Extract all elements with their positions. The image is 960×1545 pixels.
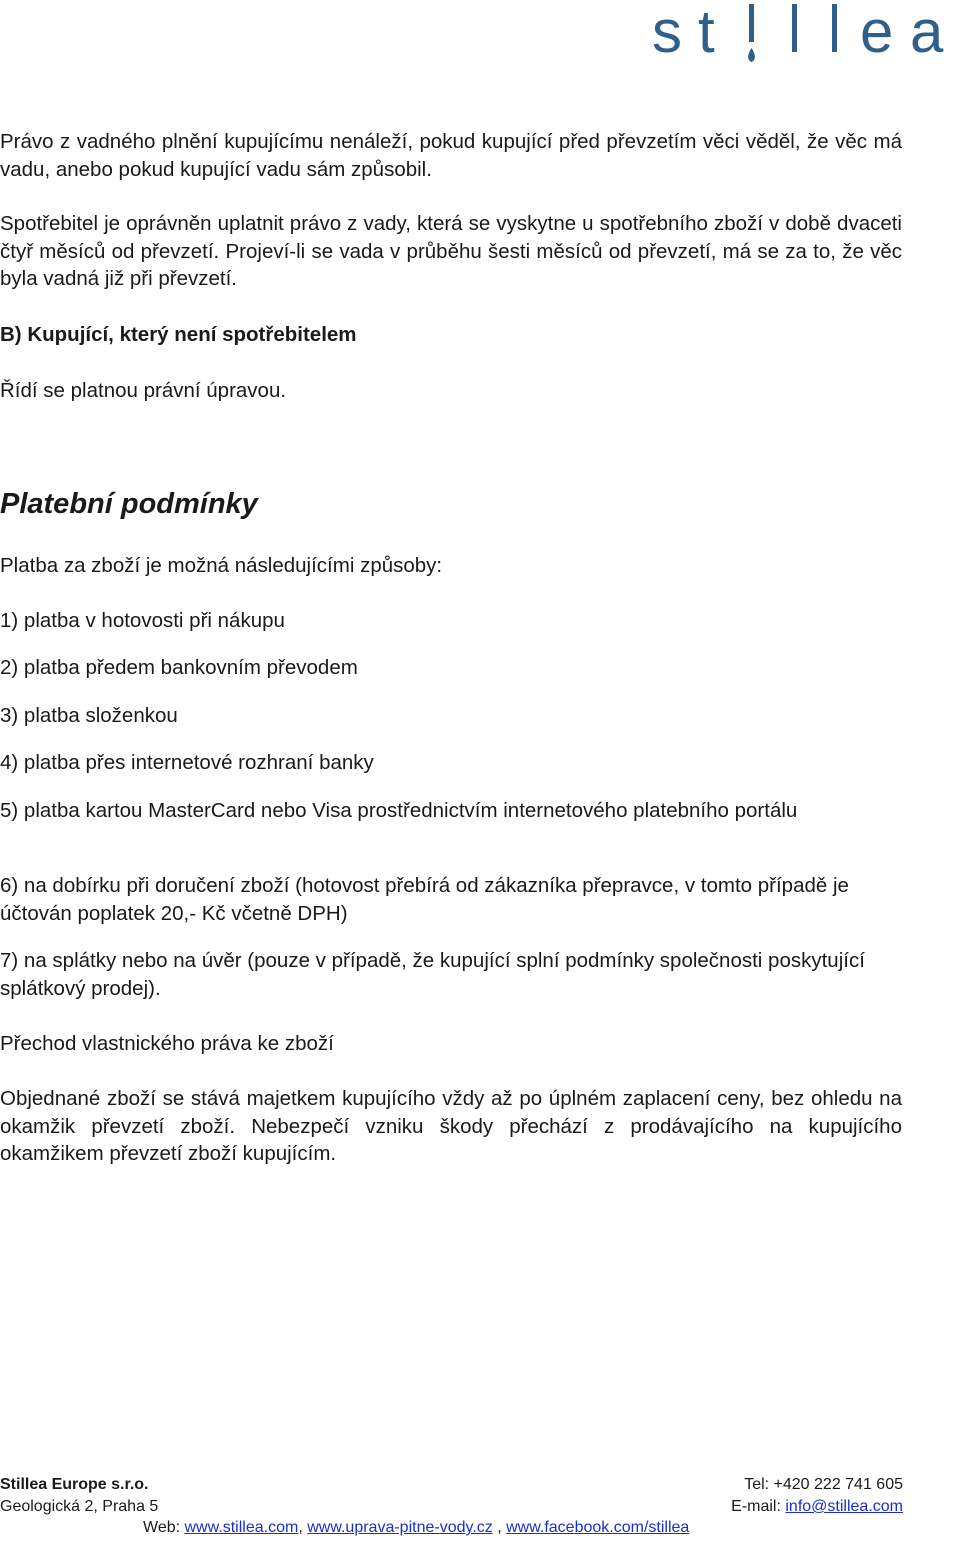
paragraph-pravni-uprava: Řídí se platnou právní úpravou. [0, 379, 287, 402]
logo-wordmark: s [652, 0, 682, 65]
email-link[interactable]: info@stillea.com [785, 1498, 903, 1515]
footer-email [731, 1497, 903, 1517]
paragraph-vadne-plneni: Právo z vadného plnění kupujícímu nenáleží, pokud kupující před převzetím věci věděl, že věc má vadu, anebo pokud kupující vadu sám způsobil. [0, 130, 902, 181]
footer-tel: Tel: +420 222 741 605 [744, 1476, 903, 1493]
stillea-logo [652, 0, 952, 68]
payment-intro: Platba za zboží je možná následujícími způsoby: [0, 554, 443, 577]
footer-company: Stillea Europe s.r.o. [0, 1476, 149, 1493]
list-item: 5) platba kartou MasterCard nebo Visa prostřednictvím internetového platebního portálu [0, 799, 798, 822]
ownership-heading: Přechod vlastnického práva ke zboží [0, 1032, 334, 1055]
footer-web [143, 1518, 689, 1538]
footer-separator: , [492, 1519, 507, 1536]
footer-email-label: E-mail: [731, 1498, 786, 1515]
section-heading-platebni-podminky: Platební podmínky [0, 488, 258, 520]
footer-separator: , [298, 1519, 308, 1536]
web-link-stillea[interactable]: www.stillea.com [184, 1519, 299, 1536]
subheading-kupujici: B) Kupující, který není spotřebitelem [0, 323, 357, 346]
list-item: 4) platba přes internetové rozhraní banky [0, 751, 374, 774]
web-link-facebook[interactable]: www.facebook.com/stillea [506, 1519, 690, 1536]
logo-drop-stem [749, 4, 754, 42]
footer-web-label: Web: [143, 1519, 185, 1536]
list-item: 6) na dobírku při doručení zboží (hotovost přebírá od zákazníka přepravce, v tomto případě je účtován poplatek 20,- Kč včetně DPH) [0, 874, 849, 925]
ownership-paragraph: Objednané zboží se stává majetkem kupujícího vždy až po úplném zaplacení ceny, bez ohledu na okamžik převzetí zboží. Nebezpečí vzniku škody přechází z prodávajícího na kupujícího okamžikem převzetí zboží kupujícím. [0, 1087, 902, 1165]
water-drop-icon [748, 48, 755, 62]
list-item: 7) na splátky nebo na úvěr (pouze v případě, že kupující splní podmínky společnosti poskytující splátkový prodej). [0, 949, 865, 1000]
web-link-uprava[interactable]: www.uprava-pitne-vody.cz [307, 1519, 493, 1536]
list-item: 2) platba předem bankovním převodem [0, 656, 358, 679]
logo-l1 [792, 4, 797, 52]
logo-wordmark-a: a [910, 0, 944, 65]
footer-address: Geologická 2, Praha 5 [0, 1498, 159, 1515]
logo-wordmark-e: e [860, 0, 894, 65]
paragraph-spotrebitel: Spotřebitel je oprávněn uplatnit právo z vady, která se vyskytne u spotřebního zboží v době dvaceti čtyř měsíců od převzetí. Projeví-li se vada v průběhu šesti měsíců od převzetí, má se za to, že věc byla vadná již při převzetí. [0, 212, 902, 290]
list-item: 1) platba v hotovosti při nákupu [0, 609, 285, 632]
logo-wordmark-t: t [698, 0, 715, 65]
list-item: 3) platba složenkou [0, 704, 178, 727]
logo-l2 [832, 4, 837, 52]
